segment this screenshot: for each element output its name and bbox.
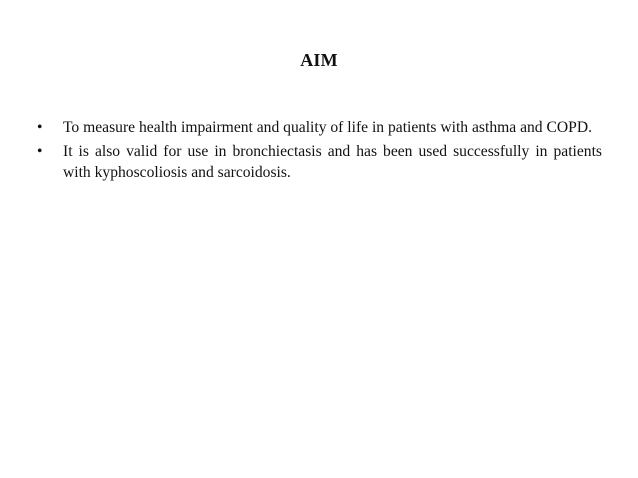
bullet-item — [37, 141, 602, 183]
slide-title: AIM — [300, 50, 338, 70]
bullet-item — [37, 117, 602, 138]
bullet-list — [37, 117, 602, 186]
bullet-text: It is also valid for use in bronchiectasis and has been used successfully in patients with kyphoscoliosis and sarcoidosis. — [63, 143, 602, 181]
bullet-icon: • — [37, 143, 43, 160]
bullet-text: To measure health impairment and quality of life in patients with asthma and COPD. — [63, 119, 592, 136]
bullet-icon: • — [37, 119, 43, 136]
